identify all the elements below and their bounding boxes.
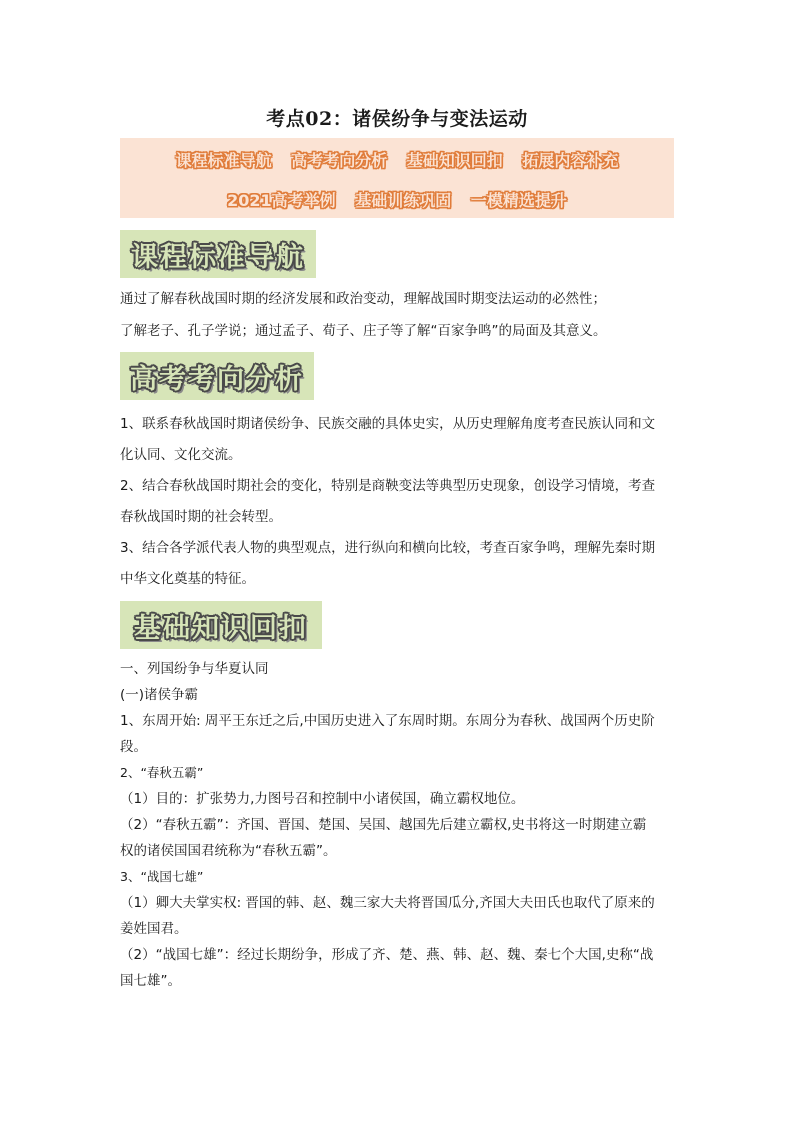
knowledge-line-5: 2、“春秋五霸”	[120, 765, 204, 780]
knowledge-line-12: （2）“战国七雄”：经过长期纷争，形成了齐、楚、燕、韩、赵、魏、秦七个大国,史称“战	[120, 947, 654, 963]
knowledge-line-13: 国七雄”。	[120, 973, 181, 989]
standards-line-1: 通过了解春秋战国时期的经济发展和政治变动，理解战国时期变法运动的必然性；	[120, 291, 606, 307]
knowledge-line-10: （1）卿大夫掌实权: 晋国的韩、赵、魏三家大夫将晋国瓜分,齐国大夫田氏也取代了原来的	[120, 895, 655, 911]
knowledge-line-4: 段。	[120, 739, 147, 755]
analysis-item-2-line-2: 春秋战国时期的社会转型。	[120, 509, 282, 525]
knowledge-line-11: 姜姓国君。	[120, 921, 188, 937]
analysis-heading	[120, 352, 314, 400]
nav-row-2	[120, 188, 674, 211]
nav-item-extension[interactable]: 拓展内容补充	[522, 151, 619, 170]
knowledge-line-7: （2）“春秋五霸”：齐国、晋国、楚国、吴国、越国先后建立霸权,史书将这一时期建立霸	[120, 817, 647, 833]
nav-item-analysis[interactable]: 高考考向分析	[291, 151, 388, 170]
section-navigation-box	[120, 138, 674, 218]
knowledge-line-3: 1、东周开始: 周平王东迁之后,中国历史进入了东周时期。东周分为春秋、战国两个历史阶	[120, 713, 655, 729]
nav-row-1	[120, 148, 674, 171]
analysis-item-1-line-2: 化认同、文化交流。	[120, 447, 242, 463]
knowledge-body	[120, 656, 676, 994]
nav-item-exam-examples[interactable]: 2021高考举例	[227, 191, 336, 210]
analysis-heading-text: 高考考向分析	[130, 363, 304, 395]
analysis-item-2	[120, 471, 676, 533]
knowledge-line-1: 一、列国纷争与华夏认同	[120, 661, 269, 677]
page-title: 考点02：诸侯纷争与变法运动	[266, 108, 528, 130]
analysis-item-3-line-2: 中华文化奠基的特征。	[120, 571, 255, 587]
knowledge-heading-text: 基础知识回扣	[134, 612, 308, 644]
analysis-item-3-line-1: 3、结合各学派代表人物的典型观点，进行纵向和横向比较，考查百家争鸣，理解先秦时期	[120, 540, 656, 556]
nav-item-standards[interactable]: 课程标准导航	[175, 151, 272, 170]
nav-item-basic-training[interactable]: 基础训练巩固	[355, 191, 452, 210]
analysis-item-3	[120, 533, 676, 595]
standards-heading-text: 课程标准导航	[131, 241, 305, 273]
analysis-item-2-line-1: 2、结合春秋战国时期社会的变化，特别是商鞅变法等典型历史现象，创设学习情境，考查	[120, 478, 656, 494]
analysis-item-1	[120, 409, 676, 471]
knowledge-line-8: 权的诸侯国国君统称为“春秋五霸”。	[120, 843, 337, 859]
knowledge-line-9: 3、“战国七雄”	[120, 869, 204, 884]
nav-item-knowledge[interactable]: 基础知识回扣	[406, 151, 503, 170]
knowledge-heading	[120, 601, 322, 649]
knowledge-line-6: （1）目的：扩张势力,力图号召和控制中小诸侯国，确立霸权地位。	[120, 791, 525, 807]
standards-line-2: 了解老子、孔子学说；通过孟子、荀子、庄子等了解“百家争鸣”的局面及其意义。	[120, 323, 607, 339]
analysis-item-1-line-1: 1、联系春秋战国时期诸侯纷争、民族交融的具体史实，从历史理解角度考查民族认同和文	[120, 416, 656, 432]
standards-heading	[120, 230, 316, 278]
nav-item-mock-selection[interactable]: 一模精选提升	[470, 191, 567, 210]
knowledge-line-2: (一)诸侯争霸	[120, 687, 199, 703]
